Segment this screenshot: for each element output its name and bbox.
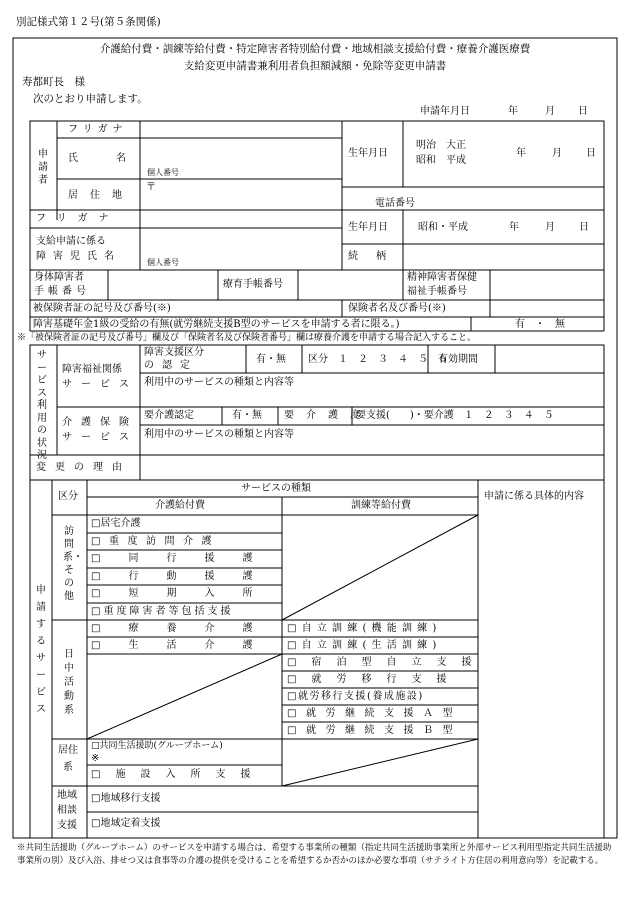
form-number: 別記様式第１２号(第５条関係) <box>16 16 161 28</box>
child-dob-month: 月 <box>545 222 555 233</box>
applicant-dob-month: 月 <box>552 148 562 159</box>
child-name-label-line1: 支給申請に係る <box>36 236 106 247</box>
applicant-era-line2: 昭和 平成 <box>416 155 466 166</box>
applicant-dob-day: 日 <box>586 148 596 159</box>
service-item-comprehensive-support[interactable]: □重度障害者等包括支援 <box>91 606 234 617</box>
service-item-employment-transition-training[interactable]: □就労移行支援(養成施設) <box>287 691 424 702</box>
category-residence-line2: 系 <box>63 762 73 773</box>
welfare-label-line1: 障害福祉関係 <box>62 364 122 375</box>
care-certification-yes-no: 有・無 <box>232 410 262 421</box>
service-item-group-home[interactable]: □共同生活援助(グループホーム) <box>91 741 223 751</box>
service-item-medical-care[interactable]: □療養介護 <box>91 623 281 634</box>
insurer-label: 保険者名及び番号(※) <box>348 303 446 314</box>
welfare-current-services-label: 利用中のサービスの種類と内容等 <box>144 377 294 388</box>
application-date-month: 月 <box>545 106 555 117</box>
disability-level-yes-no: 有・無 <box>256 354 286 365</box>
postal-mark: 〒 <box>146 182 156 193</box>
service-item-life-training[interactable]: □自立訓練(生活訓練) <box>287 640 442 651</box>
change-reason-label: 変更の理由 <box>36 462 131 473</box>
applicant-era-line1: 明治 大正 <box>416 140 466 151</box>
applicant-group-label: 申請者 <box>38 149 48 186</box>
application-date-day: 日 <box>578 106 588 117</box>
category-residence-line1: 居住 <box>58 745 78 756</box>
detail-header: 申請に係る具体的内容 <box>484 491 584 502</box>
care-certification-label: 要介護認定 <box>144 410 194 421</box>
applicant-phone-label: 電話番号 <box>375 198 415 209</box>
kunren-header: 訓練等給付費 <box>351 500 411 511</box>
child-dob-year: 年 <box>509 222 519 233</box>
care-current-services-label: 利用中のサービスの種類と内容等 <box>144 429 294 440</box>
physical-handbook-label-line2: 手帳番号 <box>34 286 90 297</box>
pension-yes-no: 有 ・ 無 <box>515 319 565 330</box>
group-home-note-mark: ※ <box>91 753 100 764</box>
child-individual-number-label: 個人番号 <box>147 258 179 267</box>
kaigo-header: 介護給付費 <box>155 500 205 511</box>
insurance-note: ※「被保険者証の記号及び番号」欄及び「保険者名及び保険者番号」欄は療養介護を申請する場合記入すること。 <box>17 333 477 343</box>
service-item-employment-transition[interactable]: □就労移行支援 <box>287 674 462 685</box>
child-dob-day: 日 <box>579 222 589 233</box>
service-item-accompany-support[interactable]: □同行援護 <box>91 553 281 564</box>
category-community-line1: 地域 <box>57 790 77 801</box>
category-community-line3: 支援 <box>57 820 77 831</box>
intro-text: 次のとおり申請します。 <box>33 93 148 105</box>
valid-period-label: 有効期間 <box>438 354 478 365</box>
child-dob-label: 生年月日 <box>348 222 388 233</box>
services-group-label: 申請するサービス <box>36 585 46 715</box>
insured-number-label: 被保険者証の記号及び番号(※) <box>33 303 171 314</box>
child-furigana-label: フリガナ <box>36 213 120 224</box>
mental-handbook-label-line2: 福祉手帳番号 <box>407 286 467 297</box>
applicant-dob-year: 年 <box>516 148 526 159</box>
service-type-header: サービスの種類 <box>241 483 311 494</box>
application-date-year: 年 <box>508 106 518 117</box>
service-item-home-care[interactable]: □居宅介護 <box>91 518 141 529</box>
disability-level-label-line1: 障害支援区分 <box>144 347 204 358</box>
applicant-dob-label: 生年月日 <box>348 148 388 159</box>
applicant-address-label: 居住地 <box>68 190 134 201</box>
service-item-continuous-employment-a[interactable]: □就労継続支援Ａ型 <box>287 708 462 719</box>
form-title-line2: 支給変更申請書兼利用者負担額減額・免除等変更申請書 <box>183 60 447 72</box>
applicant-individual-number-label: 個人番号 <box>147 168 179 177</box>
physical-handbook-label-line1: 身体障害者 <box>34 272 84 283</box>
child-name-label-line2: 障害児氏名 <box>36 251 121 262</box>
care-levels: 要支援( )・要介護 １ ２ ３ ４ ５ <box>356 410 554 421</box>
mental-handbook-label-line1: 精神障害者保健 <box>407 272 477 283</box>
child-era: 昭和・平成 <box>418 222 468 233</box>
form-title-line1: 介護給付費・訓練等給付費・特定障害者特別給付費・地域相談支援給付費・療養介護医療費 <box>99 43 531 55</box>
application-date-label: 申請年月日 <box>420 106 470 117</box>
category-day-label: 日中活動系 <box>64 649 74 716</box>
disability-level-label-line2: の認定 <box>144 360 198 371</box>
care-insurance-label-line1: 介護保険 <box>62 417 138 428</box>
usage-group-label: サービス利用の状況 <box>37 350 47 461</box>
service-item-behavior-support[interactable]: □行動援護 <box>91 571 281 582</box>
service-item-severe-visit-care[interactable]: □重度訪問介護 <box>91 536 220 547</box>
applicant-furigana-label: フリガナ <box>68 124 128 135</box>
welfare-label-line2: サービス <box>62 379 138 390</box>
child-relation-label: 続柄 <box>348 251 404 262</box>
service-item-community-settlement[interactable]: □地域定着支援 <box>91 818 161 829</box>
care-insurance-label-line2: サービス <box>62 432 138 443</box>
addressee: 寿都町長 様 <box>22 76 85 88</box>
service-item-functional-training[interactable]: □自立訓練(機能訓練) <box>287 623 442 634</box>
service-item-overnight-independence[interactable]: □宿泊型自立支援 <box>287 657 487 668</box>
footnote: ※共同生活援助（グループホーム）のサービスを申請する場合は、希望する事業所の種類（指定共同生活援助事業所と外部サービス利用型指定共同生活援助事業所の別）及び入浴、排せつ又は食事等の介護の提供を受けることを希望するか否かのほか必要な事項（サテライト方住居の利用意向等）を記載する。 <box>17 843 612 866</box>
care-level-label: 要介護度 <box>284 410 372 421</box>
category-visit-label: 訪問系・その他 <box>63 526 83 602</box>
service-item-life-care[interactable]: □生活介護 <box>91 640 281 651</box>
ryoiku-handbook-label: 療育手帳番号 <box>223 279 283 290</box>
kubun-label: 区分 <box>58 491 78 502</box>
category-community-line2: 相談 <box>57 805 77 816</box>
service-item-facility-admission[interactable]: □施設入所支援 <box>91 769 266 780</box>
pension-label: 障害基礎年金1級の受給の有無(就労継続支援B型のサービスを申請する者に限る。) <box>33 319 400 330</box>
applicant-name-label: 氏名 <box>68 153 164 164</box>
disability-classes: 区分 １ ２ ３ ４ ５ ６ <box>308 354 448 365</box>
service-item-short-stay[interactable]: □短期入所 <box>91 588 281 599</box>
service-item-community-transition[interactable]: □地域移行支援 <box>91 793 161 804</box>
service-item-continuous-employment-b[interactable]: □就労継続支援Ｂ型 <box>287 725 462 736</box>
